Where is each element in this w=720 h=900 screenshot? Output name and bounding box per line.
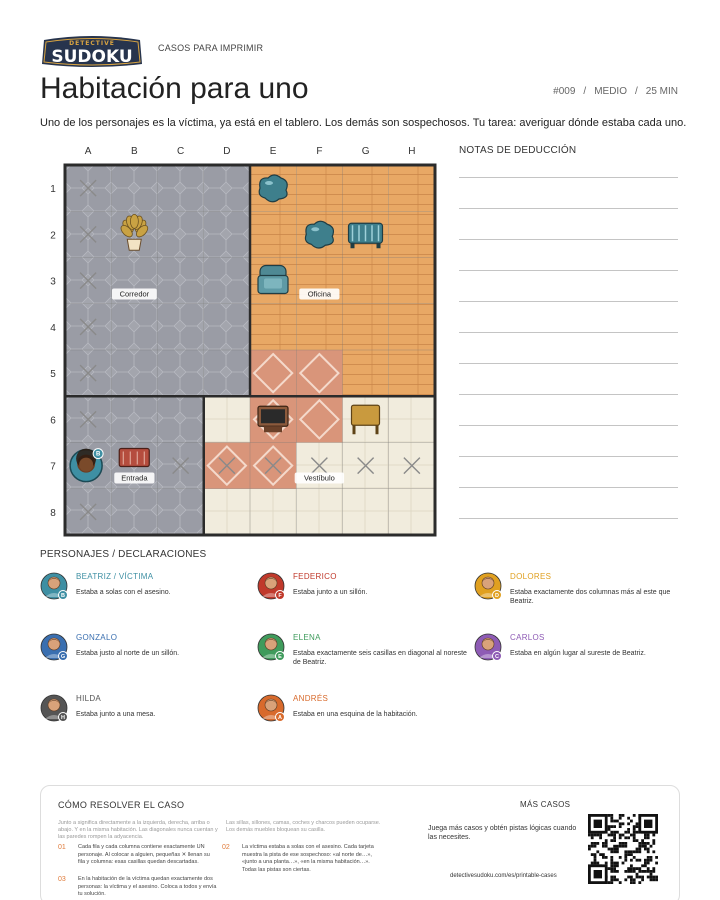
board-cells[interactable] (50, 146, 435, 535)
character-card (474, 633, 684, 679)
board-cell[interactable] (296, 489, 342, 535)
board-cell[interactable] (158, 489, 204, 535)
board-cell[interactable] (343, 304, 389, 350)
character-name: DOLORES (510, 572, 552, 581)
cabinet-icon (119, 449, 149, 467)
board-cell[interactable] (296, 165, 342, 211)
character-avatar (40, 694, 68, 722)
board-cell[interactable] (204, 304, 250, 350)
column-label: B (131, 146, 138, 157)
board-cell[interactable] (158, 165, 204, 211)
svg-text:G: G (60, 654, 66, 660)
rug-cell (296, 396, 342, 442)
character-card (474, 572, 684, 618)
step-number: 03 (58, 876, 66, 883)
svg-text:B: B (61, 593, 65, 599)
character-statement: Estaba a solas con el asesino. (76, 589, 171, 596)
board-cell[interactable] (389, 258, 435, 304)
game-board[interactable] (40, 140, 450, 540)
row-label: 2 (50, 230, 56, 242)
notes-line[interactable] (459, 518, 678, 519)
step-text: Cada fila y cada columna contiene exactamente UN personaje. Al colocar a alguien, pequeñas ✕ llenan su fila y columna: esas casillas quedan descartadas. (78, 844, 210, 865)
character-statement: Estaba junto a una mesa. (76, 711, 156, 718)
case-meta: #009 / MEDIO / 25 MIN (553, 86, 678, 97)
step-number: 02 (222, 844, 230, 851)
board-cell[interactable] (389, 396, 435, 442)
row-label: 5 (50, 369, 56, 381)
character-name: CARLOS (510, 633, 545, 642)
board-cell[interactable] (158, 396, 204, 442)
character-avatar (40, 572, 68, 600)
armchair-icon (258, 266, 288, 294)
notes-line[interactable] (459, 208, 678, 209)
how-to-intro: Junto a significa directamente a la izquierda, derecha, arriba o abajo. Y en la misma habitación. Las diagonales nunca cuentan y las paredes rompen la adyacencia. (58, 820, 218, 840)
character-avatar (40, 633, 68, 661)
board-cell[interactable] (389, 165, 435, 211)
svg-text:D: D (495, 593, 499, 599)
row-label: 1 (50, 184, 56, 196)
character-card (40, 694, 250, 740)
character-avatar (474, 572, 502, 600)
step-text: La víctima estaba a solas con el asesino. Cada tarjeta muestra la pista de ese sospechoso: «al norte de…», «junto a una planta…», «en la misma habitación…». Todas las pistas son ciertas. (242, 844, 374, 873)
puddle-icon (305, 221, 333, 248)
character-card (257, 633, 467, 679)
column-label: A (84, 146, 92, 157)
notes-line[interactable] (459, 425, 678, 426)
logo-top-text: DETECTIVE (69, 40, 115, 47)
notes-line[interactable] (459, 394, 678, 395)
room-label: Oficina (307, 289, 332, 299)
board-cell[interactable] (343, 258, 389, 304)
board-cell[interactable] (204, 396, 250, 442)
board-cell[interactable] (389, 489, 435, 535)
victim-avatar (70, 449, 103, 482)
characters-title: PERSONAJES / DECLARACIONES (40, 549, 207, 560)
board-cell[interactable] (389, 350, 435, 396)
notes-line[interactable] (459, 487, 678, 488)
board-cell[interactable] (204, 211, 250, 257)
character-statement: Estaba en una esquina de la habitación. (293, 711, 418, 718)
notes-line[interactable] (459, 363, 678, 364)
board-cell[interactable] (389, 304, 435, 350)
character-statement: Estaba en algún lugar al sureste de Beatriz. (510, 650, 646, 657)
column-label: F (316, 146, 323, 157)
rug-cell (250, 350, 296, 396)
board-cell[interactable] (158, 304, 204, 350)
column-label: H (408, 146, 416, 157)
board-cell[interactable] (111, 396, 157, 442)
board-cell[interactable] (389, 211, 435, 257)
character-name: ELENA (293, 633, 321, 642)
row-label: 4 (50, 322, 56, 334)
room-label: Corredor (119, 289, 150, 299)
character-avatar (257, 633, 285, 661)
board-cell[interactable] (204, 350, 250, 396)
character-statement: Estaba exactamente dos columnas más al este que Beatriz. (510, 589, 671, 605)
row-label: 7 (50, 461, 56, 473)
room-label: Vestíbulo (303, 473, 335, 483)
more-cases-title: MÁS CASOS (520, 800, 571, 809)
svg-text:C: C (495, 654, 499, 660)
qr-code-icon[interactable] (588, 814, 658, 884)
notes-line[interactable] (459, 332, 678, 333)
svg-text:H: H (61, 715, 65, 721)
puddle-icon (259, 175, 287, 202)
board-cell[interactable] (158, 211, 204, 257)
how-to-title: CÓMO RESOLVER EL CASO (58, 800, 185, 810)
character-card (257, 572, 467, 618)
more-cases-text: Juega más casos y obtén pistas lógicas cuando las necesites. (428, 825, 577, 841)
detective-sudoku-logo (40, 34, 144, 68)
notes-line[interactable] (459, 301, 678, 302)
board-cell[interactable] (250, 304, 296, 350)
board-cell[interactable] (204, 258, 250, 304)
board-cell[interactable] (204, 165, 250, 211)
character-statement: Estaba junto a un sillón. (293, 589, 368, 596)
column-label: G (361, 146, 370, 157)
room-label: Entrada (121, 473, 148, 483)
character-statement: Estaba exactamente seis casillas en diagonal al noreste de Beatriz. (293, 650, 467, 666)
case-time: 25 MIN (645, 86, 678, 97)
column-label: D (223, 146, 231, 157)
case-difficulty: MEDIO (594, 86, 627, 97)
case-intro: Uno de los personajes es la víctima, ya está en el tablero. Los demás son sospechosos. Tu tarea: averiguar dónde estaba cada uno. (40, 117, 687, 129)
notes-line[interactable] (459, 239, 678, 240)
more-cases-link[interactable]: detectivesudoku.com/es/printable-cases (450, 873, 557, 879)
board-cell[interactable] (250, 489, 296, 535)
character-statement: Estaba justo al norte de un sillón. (76, 650, 180, 657)
notes-line[interactable] (459, 456, 678, 457)
logo-main-text: SUDOKU (51, 47, 133, 67)
rug-cell (296, 350, 342, 396)
character-name: GONZALO (76, 633, 118, 642)
svg-text:E: E (278, 654, 282, 660)
column-label: E (269, 146, 277, 157)
character-card (40, 633, 250, 679)
board-cell[interactable] (111, 304, 157, 350)
case-number: #009 (553, 86, 576, 97)
board-cell[interactable] (343, 165, 389, 211)
notes-line[interactable] (459, 270, 678, 271)
svg-text:A: A (278, 715, 282, 721)
character-name: HILDA (76, 694, 102, 703)
row-label: 6 (50, 415, 56, 427)
board-cell[interactable] (111, 350, 157, 396)
row-label: 3 (50, 276, 56, 288)
character-avatar (474, 633, 502, 661)
brand-subtitle: CASOS PARA IMPRIMIR (158, 43, 264, 53)
row-label: 8 (50, 507, 56, 519)
board-cell[interactable] (343, 350, 389, 396)
character-avatar (257, 572, 285, 600)
character-avatar (257, 694, 285, 722)
svg-text:B: B (95, 451, 101, 458)
board-cell[interactable] (204, 489, 250, 535)
column-label: C (177, 146, 185, 157)
notes-title: NOTAS DE DEDUCCIÓN (459, 145, 577, 156)
case-title: Habitación para uno (40, 72, 309, 105)
character-card (257, 694, 467, 740)
character-card (40, 572, 250, 618)
step-text: En la habitación de la víctima quedan exactamente dos personas: la víctima y el asesino. Coloca a todos y envía tu solución. (78, 876, 217, 897)
step-number: 01 (58, 844, 66, 851)
character-name: BEATRIZ / VÍCTIMA (76, 572, 154, 581)
how-to-intro-2: Las sillas, sillones, camas, coches y charcos pueden ocuparse. Los demás muebles bloquean su casilla. (226, 820, 381, 833)
board-cell[interactable] (343, 489, 389, 535)
board-cell[interactable] (158, 258, 204, 304)
notes-line[interactable] (459, 177, 678, 178)
board-cell[interactable] (111, 165, 157, 211)
board-cell[interactable] (296, 304, 342, 350)
svg-text:F: F (278, 593, 282, 599)
board-cell[interactable] (158, 350, 204, 396)
board-cell[interactable] (250, 211, 296, 257)
character-name: ANDRÉS (293, 694, 329, 703)
character-name: FEDERICO (293, 572, 337, 581)
board-cell[interactable] (111, 489, 157, 535)
